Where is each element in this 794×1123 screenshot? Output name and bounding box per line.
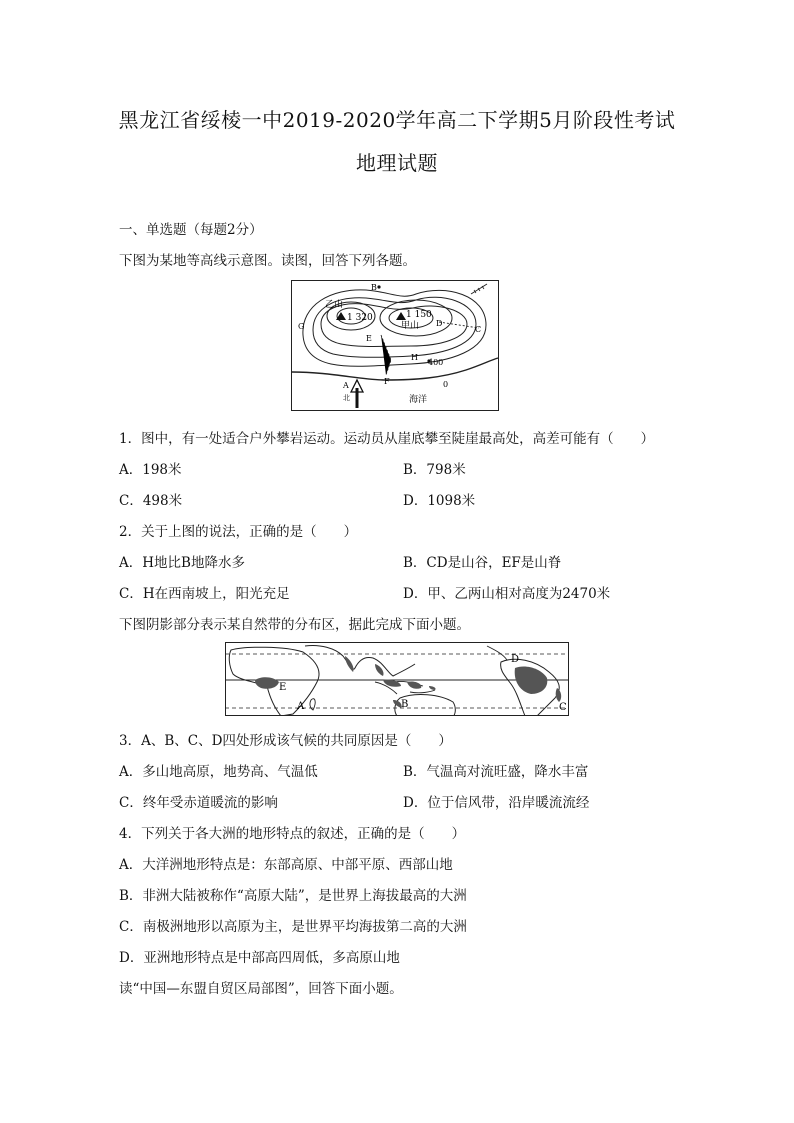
q1-option-d[interactable]: D．1098米 xyxy=(403,493,476,509)
q4-option-c[interactable]: C．南极洲地形以高原为主，是世界平均海拔第二高的大洲 xyxy=(119,919,467,935)
q1-option-b[interactable]: B．798米 xyxy=(403,462,466,478)
section-heading: 一、单选题（每题2分） xyxy=(119,222,263,238)
label-point-a: A xyxy=(343,381,349,390)
intro-contour: 下图为某地等高线示意图。读图，回答下列各题。 xyxy=(119,253,416,269)
label-point-d: D xyxy=(436,319,443,328)
label-point-g: G xyxy=(298,322,305,331)
q3-stem: 3．A、B、C、D四处形成该气候的共同原因是（ ） xyxy=(119,733,452,749)
label-yi-height: 1 320 xyxy=(347,313,373,323)
label-arrow: 北 xyxy=(343,394,350,402)
label-point-c: C xyxy=(475,325,482,334)
q1-stem: 1．图中，有一处适合户外攀岩运动。运动员从崖底攀至陡崖最高处，高差可能有（ ） xyxy=(119,431,655,447)
q3-option-a[interactable]: A．多山地高原，地势高、气温低 xyxy=(119,764,318,780)
q2-option-c[interactable]: C．H在西南坡上，阳光充足 xyxy=(119,586,290,602)
q2-option-b[interactable]: B．CD是山谷，EF是山脊 xyxy=(403,555,562,571)
q2-option-d[interactable]: D．甲、乙两山相对高度为2470米 xyxy=(403,586,611,602)
q2-stem: 2．关于上图的说法，正确的是（ ） xyxy=(119,524,358,540)
label-jia-shan: 甲山 xyxy=(401,321,420,331)
contour-map-figure xyxy=(291,280,499,411)
q4-option-d[interactable]: D．亚洲地形特点是中部高四周低，多高原山地 xyxy=(119,950,400,966)
q4-option-b[interactable]: B．非洲大陆被称作“高原大陆”，是世界上海拔最高的大洲 xyxy=(119,888,467,904)
intro-asean-map: 读“中国—东盟自贸区局部图”，回答下面小题。 xyxy=(119,981,403,997)
label-contour-400: 400 xyxy=(428,358,444,367)
world-label-b: B xyxy=(401,699,409,710)
q3-option-b[interactable]: B．气温高对流旺盛，降水丰富 xyxy=(403,764,589,780)
q1-option-c[interactable]: C．498米 xyxy=(119,493,183,509)
world-label-d: D xyxy=(511,654,520,665)
world-label-c: C xyxy=(559,702,567,713)
label-point-e: E xyxy=(366,334,372,343)
q4-option-a[interactable]: A．大洋洲地形特点是：东部高原、中部平原、西部山地 xyxy=(119,857,453,873)
q3-option-d[interactable]: D．位于信风带，沿岸暖流流经 xyxy=(403,795,590,811)
label-contour-0: 0 xyxy=(443,380,449,389)
label-jia-height: 1 150 xyxy=(406,310,432,320)
q4-stem: 4．下列关于各大洲的地形特点的叙述，正确的是（ ） xyxy=(119,826,466,842)
label-yi-shan: 乙山 xyxy=(325,300,344,310)
intro-world-map: 下图阴影部分表示某自然带的分布区，据此完成下面小题。 xyxy=(119,617,470,633)
world-map-figure xyxy=(225,642,569,716)
label-point-f: F xyxy=(384,377,390,386)
exam-subject: 地理试题 xyxy=(356,151,438,175)
exam-title: 黑龙江省绥棱一中2019-2020学年高二下学期5月阶段性考试 xyxy=(118,108,676,132)
label-point-h: H xyxy=(411,353,418,362)
world-label-e: E xyxy=(279,682,287,693)
q3-option-c[interactable]: C．终年受赤道暖流的影响 xyxy=(119,795,278,811)
label-ocean: 海洋 xyxy=(409,395,428,405)
world-label-a: A xyxy=(297,701,305,712)
q2-option-a[interactable]: A．H地比B地降水多 xyxy=(119,555,245,571)
label-point-b: B xyxy=(371,283,377,292)
q1-option-a[interactable]: A．198米 xyxy=(119,462,182,478)
